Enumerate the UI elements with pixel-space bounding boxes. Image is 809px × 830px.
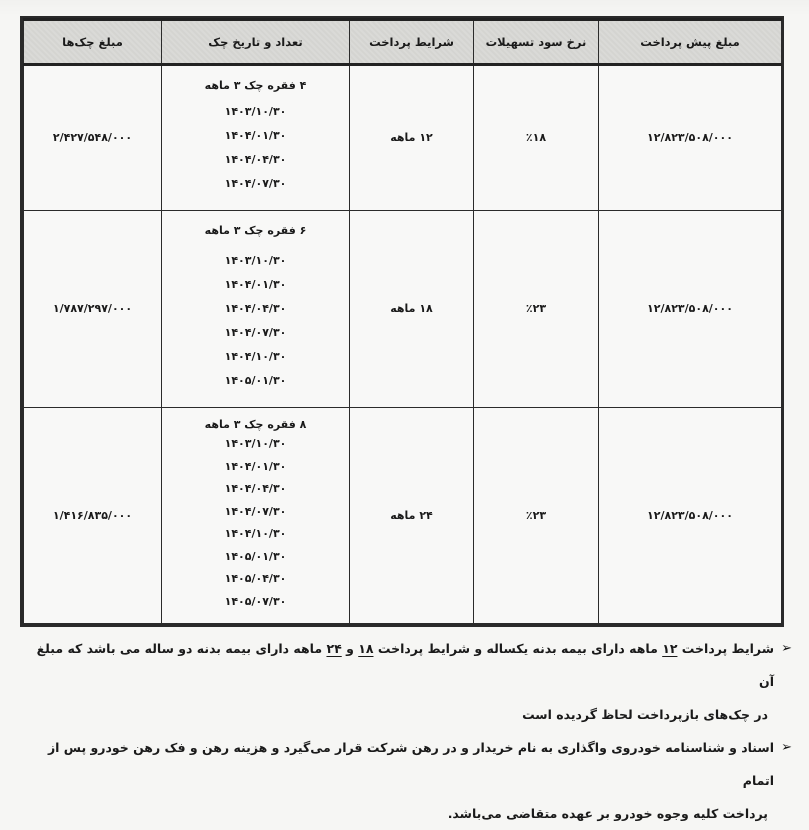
underlined-term-24: ۲۴	[326, 641, 342, 656]
page-background	[0, 0, 809, 16]
header-checks-count-dates: تعداد و تاریخ چک	[162, 20, 350, 65]
check-date: ۱۴۰۴/۰۷/۳۰	[224, 504, 287, 518]
cell-payment-terms	[350, 408, 474, 624]
check-list	[162, 79, 349, 196]
check-date: ۱۴۰۳/۱۰/۳۰	[224, 437, 287, 451]
cell-checks-amount	[24, 408, 162, 624]
cell-prepayment	[599, 408, 782, 624]
check-date: ۱۴۰۴/۰۷/۳۰	[224, 177, 287, 191]
check-date: ۱۴۰۴/۰۴/۳۰	[224, 153, 287, 167]
payment-terms-value: ۱۸ ماهه	[390, 302, 433, 316]
check-date: ۱۴۰۴/۰۴/۳۰	[224, 302, 287, 316]
note-text	[37, 641, 774, 689]
cell-payment-terms	[350, 210, 474, 408]
payment-terms-value: ۱۲ ماهه	[390, 131, 433, 145]
cell-checks-amount	[24, 210, 162, 408]
note-text-part: ماهه دارای بیمه بدنه دو ساله می باشد که مبلغ آن	[36, 641, 774, 689]
payment-terms-value: ۲۴ ماهه	[390, 509, 433, 523]
table-header-row	[24, 20, 782, 65]
note-documents-mortgage	[20, 731, 792, 830]
cell-payment-terms	[350, 65, 474, 211]
check-date: ۱۴۰۳/۱۰/۳۰	[224, 254, 287, 268]
prepayment-value: ۱۲/۸۲۳/۵۰۸/۰۰۰	[647, 509, 733, 523]
check-date: ۱۴۰۴/۰۱/۳۰	[224, 129, 287, 143]
checks-title: ۴ فقره چک ۳ ماهه	[204, 79, 307, 93]
header-interest-rate: نرخ سود تسهیلات	[474, 20, 599, 65]
header-payment-terms: شرایط پرداخت	[350, 20, 474, 65]
interest-rate-value: ٪۲۳	[525, 509, 547, 523]
cell-checks-amount	[24, 65, 162, 211]
cell-interest-rate	[474, 210, 599, 408]
check-date: ۱۴۰۴/۰۷/۳۰	[224, 326, 287, 340]
header-prepayment: مبلغ پیش پرداخت	[599, 20, 782, 65]
check-list	[162, 418, 349, 613]
check-date: ۱۴۰۵/۰۱/۳۰	[224, 374, 287, 388]
checks-amount-value: ۱/۴۱۶/۸۳۵/۰۰۰	[52, 509, 133, 523]
cell-interest-rate	[474, 65, 599, 211]
prepayment-value: ۱۲/۸۲۳/۵۰۸/۰۰۰	[647, 131, 733, 145]
cell-prepayment	[599, 65, 782, 211]
prepayment-value: ۱۲/۸۲۳/۵۰۸/۰۰۰	[647, 302, 733, 316]
cell-prepayment	[599, 210, 782, 408]
check-date: ۱۴۰۵/۰۷/۳۰	[224, 594, 287, 608]
cell-checks	[162, 65, 350, 211]
table-row	[24, 65, 782, 211]
checks-title: ۸ فقره چک ۳ ماهه	[204, 418, 307, 432]
checks-amount-value: ۲/۴۲۷/۵۴۸/۰۰۰	[52, 131, 133, 145]
checks-amount-value: ۱/۷۸۷/۲۹۷/۰۰۰	[52, 302, 133, 316]
check-date: ۱۴۰۵/۰۱/۳۰	[224, 549, 287, 563]
note-text: اسناد و شناسنامه خودروی واگذاری به نام خریدار و در رهن شرکت قرار می‌گیرد و هزینه رهن و فک رهن خودرو پس از اتمام	[47, 740, 774, 788]
note-text-part: و	[341, 641, 359, 656]
cell-checks	[162, 210, 350, 408]
checks-title: ۶ فقره چک ۳ ماهه	[204, 224, 307, 238]
check-date: ۱۴۰۴/۰۴/۳۰	[224, 482, 287, 496]
cell-interest-rate	[474, 408, 599, 624]
check-list	[162, 224, 349, 393]
note-text-line2: پرداخت کلیه وجوه خودرو بر عهده متقاضی می‌باشد.	[447, 806, 768, 821]
arrow-bullet-icon: ➢	[781, 641, 792, 656]
arrow-bullet-icon: ➢	[781, 740, 792, 755]
note-text-part: شرایط پرداخت	[677, 641, 774, 656]
table-row	[24, 408, 782, 624]
interest-rate-value: ٪۱۸	[525, 131, 547, 145]
check-date: ۱۴۰۳/۱۰/۳۰	[224, 105, 287, 119]
note-text-line2: در چک‌های بازپرداخت لحاظ گردیده است	[522, 707, 768, 722]
check-date: ۱۴۰۴/۰۱/۳۰	[224, 278, 287, 292]
notes-section	[20, 632, 792, 830]
check-date: ۱۴۰۴/۱۰/۳۰	[224, 527, 287, 541]
header-checks-amount: مبلغ چک‌ها	[24, 20, 162, 65]
cell-checks	[162, 408, 350, 624]
check-date: ۱۴۰۴/۱۰/۳۰	[224, 350, 287, 364]
table-row	[24, 210, 782, 408]
payment-plans-table-container	[20, 16, 784, 627]
payment-plans-table	[23, 18, 782, 624]
underlined-term-12: ۱۲	[662, 641, 678, 656]
check-date: ۱۴۰۴/۰۱/۳۰	[224, 459, 287, 473]
check-date: ۱۴۰۵/۰۴/۳۰	[224, 572, 287, 586]
note-insurance	[20, 632, 792, 731]
underlined-term-18: ۱۸	[358, 641, 374, 656]
interest-rate-value: ٪۲۳	[525, 302, 547, 316]
note-text-part: ماهه دارای بیمه بدنه یکساله و شرایط پرداخت	[373, 641, 663, 656]
